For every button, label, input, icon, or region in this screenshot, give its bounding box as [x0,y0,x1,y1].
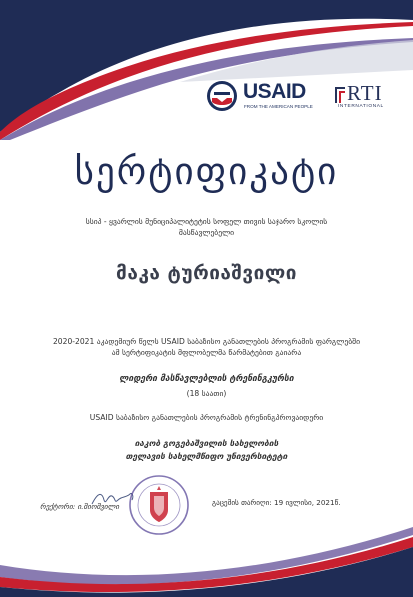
course-name: ლიდერი მასწავლებლის ტრენინგკურსი [119,374,294,384]
rector-signature-line: რექტორი: ი.შიოშვილი [40,502,120,511]
program-statement: 2020-2021 აკადემიურ წელს USAID საბაზისო განათლების პროგრამის ფარგლებში ამ სერტიფიკატის მფლობელმა წარმატებით გაიარა [52,337,361,357]
school-affiliation: სსიპ - ყვარლის მუნიციპალიტეტის სოფელ თივის საჯარო სკოლის მასწავლებელი [85,217,328,237]
usaid-seal-icon [206,80,238,112]
trainer-line: USAID საბაზისო განათლების პროგრამის ტრენინგპროვაიდერი [89,413,324,422]
university-line-2: თელავის სახელმწიფო უნივერსიტეტი [125,451,288,461]
issue-date: გაცემის თარიღი: 19 ივლისი, 2021წ. [212,498,341,507]
rti-mark-icon [333,85,347,105]
recipient-name: მაკა ტურიაშვილი [116,262,297,284]
usaid-logo [206,80,316,112]
rti-wordmark: RTI [347,81,383,105]
official-stamp [128,474,190,536]
top-swoosh-decoration [0,0,413,140]
course-hours: (18 საათი) [186,389,227,398]
rti-logo [333,83,393,111]
bottom-swoosh-decoration [0,507,413,597]
rti-tagline: INTERNATIONAL [338,104,384,109]
university-line-1: იაკობ გოგებაშვილის სახელობის [134,438,279,448]
usaid-tagline: FROM THE AMERICAN PEOPLE [244,104,313,109]
usaid-wordmark: USAID [243,80,306,103]
certificate-title: სერტიფიკატი [74,150,339,193]
university-name [60,437,353,463]
